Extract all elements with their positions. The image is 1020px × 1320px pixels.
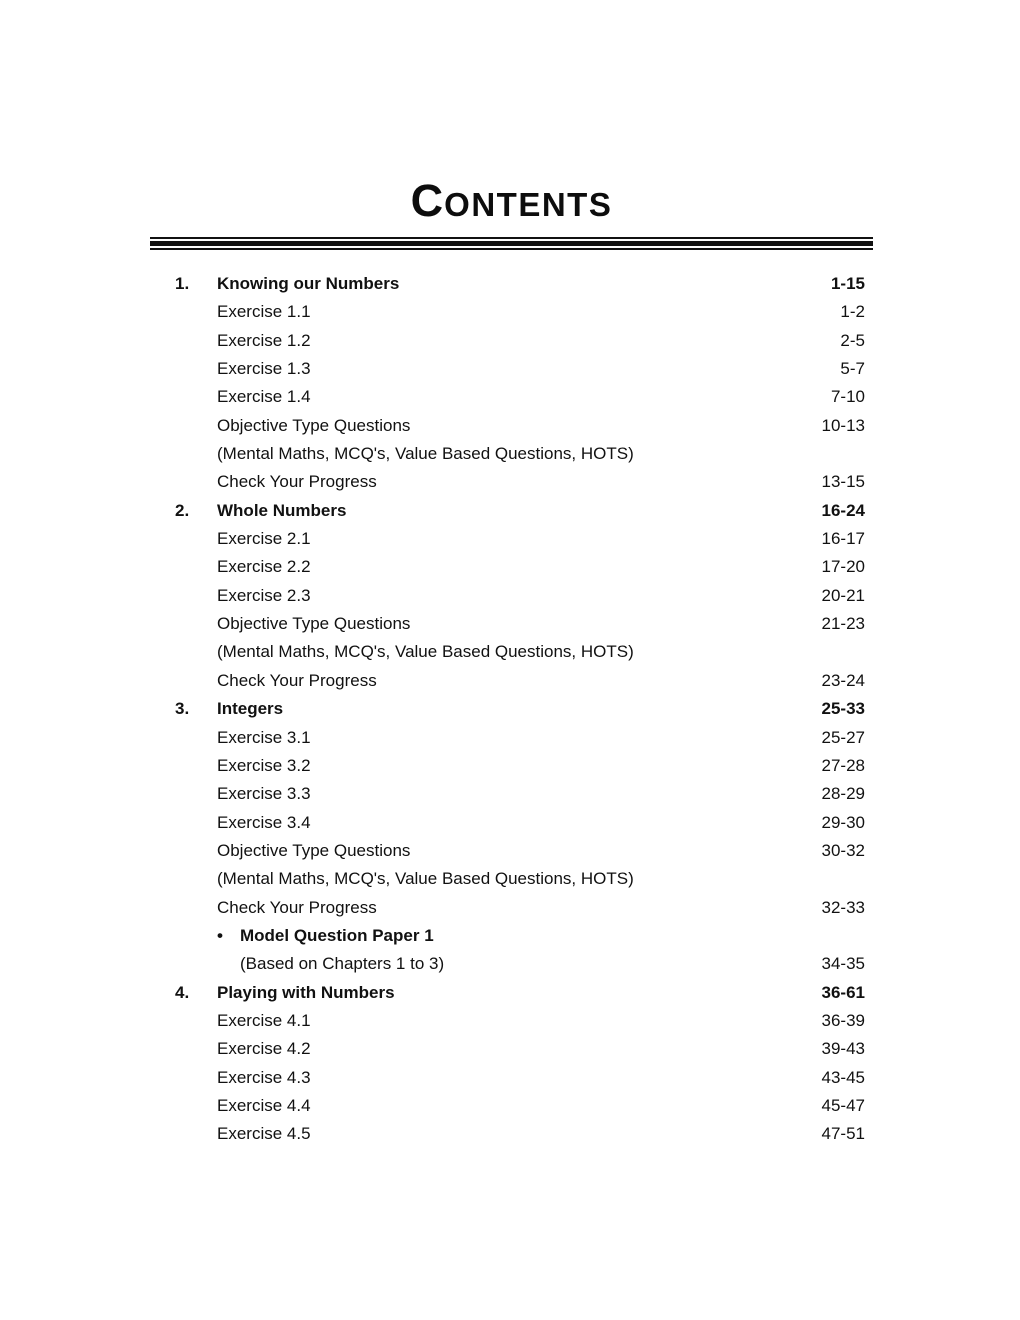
toc-row <box>175 950 865 978</box>
toc-row <box>175 1064 865 1092</box>
page-title-initial: C <box>410 175 445 226</box>
toc-row <box>175 752 865 780</box>
entry-pages: 23-24 <box>821 670 865 690</box>
toc-row <box>175 383 865 411</box>
entry-label: Exercise 2.2 <box>217 557 311 577</box>
toc-row <box>175 298 865 326</box>
title-divider-rule <box>150 237 873 250</box>
toc-row <box>175 1035 865 1063</box>
entry-pages: 39-43 <box>821 1039 865 1059</box>
toc-row <box>175 809 865 837</box>
entry-label: Objective Type Questions <box>217 840 411 860</box>
entry-pages: 32-33 <box>821 897 865 917</box>
toc-row <box>175 724 865 752</box>
entry-label: Exercise 4.5 <box>217 1124 311 1144</box>
rule-bottom-line <box>150 248 873 250</box>
entry-label: Exercise 4.4 <box>217 1095 311 1115</box>
rule-top-line <box>150 237 873 239</box>
toc-row <box>175 412 865 440</box>
toc-row <box>175 1092 865 1120</box>
entry-pages: 7-10 <box>830 387 865 407</box>
entry-label: Exercise 1.2 <box>217 330 311 350</box>
entry-label: (Mental Maths, MCQ's, Value Based Questions, HOTS) <box>217 869 634 889</box>
entry-pages: 1-2 <box>840 302 865 322</box>
entry-pages: 21-23 <box>821 614 865 634</box>
entry-pages: 16-17 <box>821 529 865 549</box>
entry-label: Exercise 3.1 <box>217 727 311 747</box>
toc-row <box>175 553 865 581</box>
toc-row <box>175 837 865 865</box>
entry-pages: 36-61 <box>821 982 865 1002</box>
chapter-number: 4. <box>175 982 190 1002</box>
entry-pages: 13-15 <box>821 472 865 492</box>
entry-label: Exercise 1.1 <box>217 302 311 322</box>
entry-pages: 36-39 <box>821 1010 865 1030</box>
entry-label: Exercise 3.3 <box>217 784 311 804</box>
page-title <box>150 175 873 233</box>
entry-label: Whole Numbers <box>217 500 347 520</box>
entry-pages: 20-21 <box>821 585 865 605</box>
entry-label: Exercise 1.4 <box>217 387 311 407</box>
toc-list <box>175 270 865 1149</box>
page-title-rest: ONTENTS <box>444 186 613 223</box>
entry-pages: 2-5 <box>840 330 865 350</box>
entry-pages: 16-24 <box>821 500 865 520</box>
entry-label: (Based on Chapters 1 to 3) <box>240 954 445 974</box>
entry-pages: 25-33 <box>821 699 865 719</box>
toc-row <box>175 865 865 893</box>
entry-label: Knowing our Numbers <box>217 274 400 293</box>
toc-row <box>175 638 865 666</box>
entry-label: (Mental Maths, MCQ's, Value Based Questions, HOTS) <box>217 642 634 662</box>
toc-row <box>175 1120 865 1148</box>
entry-label: Playing with Numbers <box>217 982 395 1002</box>
entry-label: • Model Question Paper 1 <box>217 922 865 950</box>
entry-label: Exercise 2.3 <box>217 585 311 605</box>
toc-row <box>175 979 865 1007</box>
entry-pages: 10-13 <box>821 415 865 435</box>
toc-row <box>175 355 865 383</box>
bullet-icon: • <box>217 925 223 945</box>
entry-pages: 17-20 <box>821 557 865 577</box>
toc-row <box>175 1007 865 1035</box>
entry-label: Exercise 3.4 <box>217 812 311 832</box>
toc-row <box>175 440 865 468</box>
entry-label: (Mental Maths, MCQ's, Value Based Questions, HOTS) <box>217 444 634 464</box>
entry-label: Exercise 1.3 <box>217 359 311 379</box>
toc-row <box>175 922 865 950</box>
entry-label: Objective Type Questions <box>217 415 411 435</box>
entry-pages: 1-15 <box>830 274 865 293</box>
entry-pages: 27-28 <box>821 755 865 775</box>
entry-label: Objective Type Questions <box>217 614 411 634</box>
entry-pages: 29-30 <box>821 812 865 832</box>
entry-label: Check Your Progress <box>217 472 377 492</box>
toc-row <box>175 894 865 922</box>
entry-pages: 30-32 <box>821 840 865 860</box>
chapter-number: 1. <box>175 274 190 293</box>
toc-row <box>175 270 865 298</box>
masthead <box>150 0 873 250</box>
toc-row <box>175 780 865 808</box>
entry-label: Exercise 4.2 <box>217 1039 311 1059</box>
entry-label: Check Your Progress <box>217 897 377 917</box>
toc-row <box>175 327 865 355</box>
toc-row <box>175 525 865 553</box>
entry-label: Check Your Progress <box>217 670 377 690</box>
entry-pages: 45-47 <box>821 1095 865 1115</box>
toc-row <box>175 610 865 638</box>
toc-row <box>175 695 865 723</box>
chapter-number: 2. <box>175 500 190 520</box>
toc-row <box>175 497 865 525</box>
entry-label: Exercise 4.3 <box>217 1067 311 1087</box>
entry-pages: 28-29 <box>821 784 865 804</box>
toc-row <box>175 468 865 496</box>
entry-label: Exercise 2.1 <box>217 529 311 549</box>
rule-middle-line <box>150 241 873 246</box>
entry-pages: 43-45 <box>821 1067 865 1087</box>
chapter-number: 3. <box>175 699 190 719</box>
entry-label: Exercise 4.1 <box>217 1010 311 1030</box>
entry-pages: 5-7 <box>840 359 865 379</box>
toc-row <box>175 582 865 610</box>
entry-pages: 25-27 <box>821 727 865 747</box>
entry-pages: 34-35 <box>821 954 865 974</box>
entry-label: Exercise 3.2 <box>217 755 311 775</box>
entry-pages: 47-51 <box>821 1124 865 1144</box>
entry-label: Integers <box>217 699 284 719</box>
toc-row <box>175 667 865 695</box>
